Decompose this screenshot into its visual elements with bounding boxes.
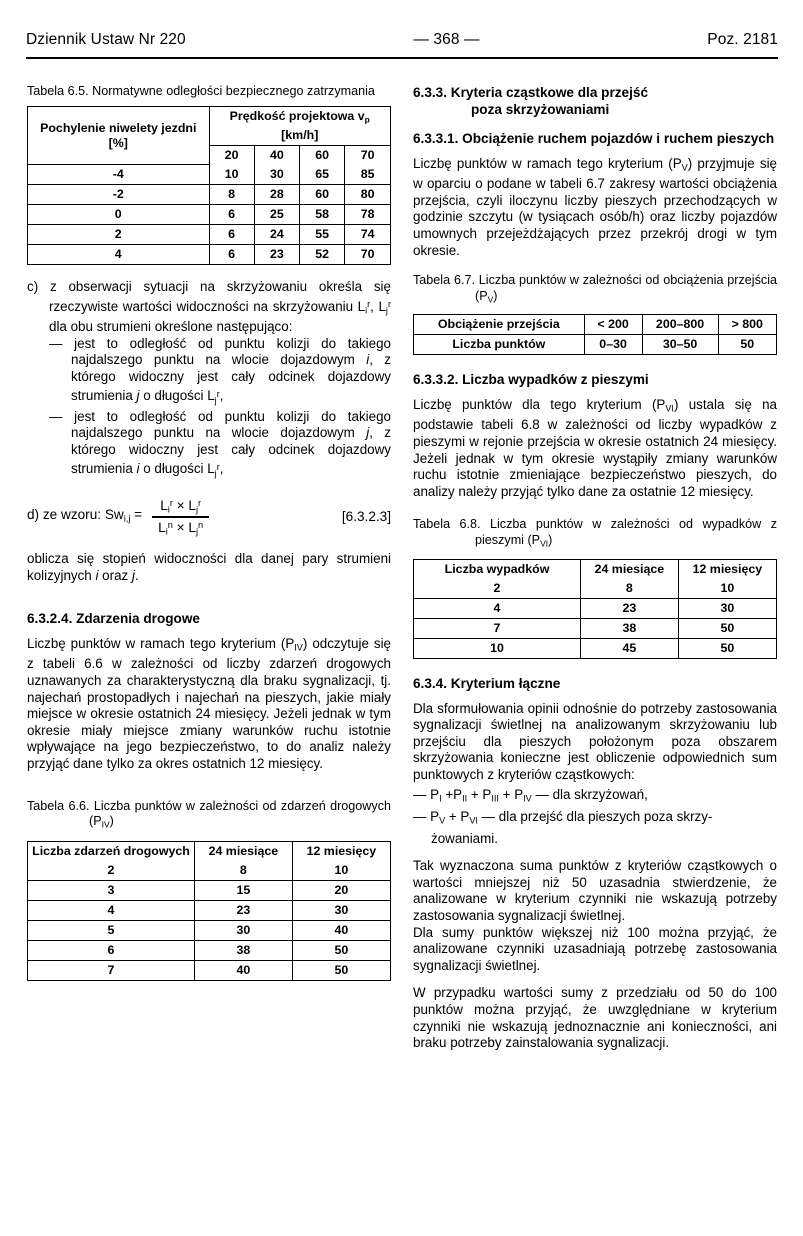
paragraph-after-formula [27, 551, 391, 584]
right-column [413, 84, 777, 1052]
group-header-unit: [km/h] [281, 127, 319, 142]
table-68-cell: 50 [678, 638, 776, 658]
table-68-cell: 7 [414, 618, 581, 638]
heading-633-title-1: Kryteria cząstkowe dla przejść [450, 85, 648, 100]
group-header-sub: p [364, 114, 370, 125]
table-row [414, 598, 776, 618]
table-66-cell: 7 [28, 960, 195, 980]
para-text-2: ) odczytuje się z tabeli 6.6 w zależności od liczby zdarzeń drogowych uznawanych za charakterystyczną dla braku sygnalizacji, tj. najechań prostopadłych i najechań na pieszych, jakie miały miejsce w okresie ostatnich 24 miesięcy. Jeżeli jednak w tym okresie miały miejsce zmiany warunków ruchu istotnie wpływające na jego bezpieczeństwo, to do analiz należy przyjąć dane tylko za okres ostatnich 12 miesięcy. [27, 636, 391, 771]
table-row [28, 245, 390, 265]
table-67-cell: 200–800 [642, 315, 718, 335]
variable-i: i [136, 461, 140, 477]
table-66-cell: 8 [195, 861, 293, 881]
sym-sub: i [365, 305, 368, 316]
para-text-1: Liczbę punktów w ramach tego kryterium (P [27, 636, 295, 652]
formula-lhs: Sw [104, 507, 124, 523]
list-item [49, 409, 391, 482]
table-65-cell: 10 [209, 165, 254, 185]
sym-sup: r [216, 388, 220, 399]
list-marker-d: d) [27, 507, 40, 523]
list-marker-c: c) [27, 279, 39, 295]
symbol-p-sub: V [439, 815, 446, 826]
table-65-cell: 80 [345, 185, 390, 205]
symbol-p: + P [445, 808, 470, 824]
subitem-text-4: , [219, 388, 224, 404]
symbol-p-sub: III [491, 793, 499, 804]
table-65-row-header: Pochylenie niwelety jezdni [%] [28, 107, 209, 164]
table-65-slope-2: 0 [28, 205, 209, 225]
num-l2-sub: j [195, 504, 199, 515]
position-number: Poz. 2181 [707, 31, 778, 48]
heading-6324: 6.3.2.4. Zdarzenia drogowe [27, 611, 200, 627]
subscript-vi: VI [665, 403, 674, 414]
para-text-2: oraz [98, 567, 132, 583]
table-67-cell: 30–50 [642, 335, 718, 355]
paragraph-6332 [413, 397, 777, 500]
group-header-text: Prędkość projektowa v [229, 109, 365, 124]
table-68-cell: 10 [678, 579, 776, 599]
table-65-slope-3: 2 [28, 225, 209, 245]
table-67-cell: < 200 [584, 315, 642, 335]
subscript-iv: IV [294, 642, 303, 653]
table-66-cell: 2 [28, 861, 195, 881]
table-65-cell: 55 [300, 225, 345, 245]
symbol-ljr [386, 299, 391, 314]
table-67-caption [413, 273, 777, 307]
bullet-text: — dla skrzyżowań, [531, 786, 648, 802]
table-row [28, 861, 390, 881]
table-65-speed-3: 70 [345, 145, 390, 165]
para-text-1: Liczbę punktów dla tego kryterium (P [413, 397, 666, 413]
table-67-cell: > 800 [718, 315, 776, 335]
table-66 [28, 842, 390, 980]
table-row [28, 205, 390, 225]
para-text-1: oblicza się stopień widoczności dla danej pary strumieni kolizyjnych [27, 551, 391, 583]
table-66-cell: 6 [28, 940, 195, 960]
formula-6323 [27, 498, 391, 537]
subitem-text-3: o długości L [139, 461, 215, 477]
formula-lhs-sub: i,j [123, 513, 131, 524]
table-65-cell: 52 [300, 245, 345, 265]
table-65-cell: 6 [209, 245, 254, 265]
subitem-text-3: o długości L [139, 388, 215, 404]
table-66-col-2: 12 miesięcy [292, 842, 390, 861]
dash-marker: — [49, 335, 63, 351]
table-68-wrapper [413, 559, 777, 659]
table-68-cell: 30 [678, 598, 776, 618]
table-68-cell: 2 [414, 579, 581, 599]
table-row [414, 579, 776, 599]
paragraph-634-2: Tak wyznaczona suma punktów z kryteriów cząstkowych o wartości mniejszej niż 50 uzasadnia stwierdzenie, że analizowane w kryterium czynniki nie wskazują potrzeby zastosowania sygnalizacji świetlnej. [413, 858, 777, 923]
heading-634: 6.3.4. Kryterium łączne [413, 675, 561, 691]
table-65-cell: 6 [209, 225, 254, 245]
symbol-p-sub: IV [523, 793, 532, 804]
table-row [28, 165, 390, 185]
table-65-cell: 8 [209, 185, 254, 205]
table-65-group-header [209, 107, 390, 145]
caption-text-1: Tabela 6.6. Liczba punktów w zależności od zdarzeń drogowych (P [27, 798, 391, 828]
table-65-cell: 25 [254, 205, 299, 225]
table-67-wrapper [413, 314, 777, 355]
subitem-text-2: , z którego widoczny jest cały odcinek dojazdowy strumienia [71, 352, 392, 404]
table-68-col-1: 24 miesiące [581, 560, 679, 579]
table-65-slope-0: -4 [28, 165, 209, 185]
table-row [28, 880, 390, 900]
table-68-col-2: 12 miesięcy [678, 560, 776, 579]
list-item [413, 808, 777, 848]
table-66-cell: 10 [292, 861, 390, 881]
paragraph-6324 [27, 636, 391, 772]
table-68 [414, 560, 776, 658]
table-row [28, 940, 390, 960]
table-68-cell: 45 [581, 638, 679, 658]
table-row [414, 638, 776, 658]
header-divider [26, 57, 778, 59]
table-68-cell: 38 [581, 618, 679, 638]
symbol-p-sub: II [462, 793, 468, 804]
table-66-col-1: 24 miesiące [195, 842, 293, 861]
table-65-slope-4: 4 [28, 245, 209, 265]
variable-j: j [131, 567, 135, 583]
criteria-sum-list [413, 786, 777, 848]
num-l2: L [188, 497, 196, 513]
num-times: × [176, 497, 185, 513]
heading-6331-title: Obciążenie ruchem pojazdów i ruchem pieszych [462, 131, 775, 146]
symbol-p: + P [467, 786, 492, 802]
table-65-cell: 23 [254, 245, 299, 265]
table-65-cell: 60 [300, 185, 345, 205]
table-66-cell: 15 [195, 880, 293, 900]
left-column [27, 84, 391, 995]
table-65-cell: 70 [345, 245, 390, 265]
list-item [49, 336, 391, 409]
list-item-c-text: z obserwacji sytuacji na skrzyżowaniu określa się rzeczywiste wartości widoczności na skrzyżowaniu L [49, 279, 391, 314]
table-68-caption [413, 517, 777, 551]
table-row [28, 960, 390, 980]
symbol-p-sub: I [439, 793, 442, 804]
table-66-cell: 23 [195, 900, 293, 920]
table-66-cell: 3 [28, 880, 195, 900]
symbol-p: + P [498, 786, 524, 802]
table-65-cell: 78 [345, 205, 390, 225]
subitem-text-4: , [219, 461, 224, 477]
list-item-c-group [27, 279, 391, 335]
variable-i: i [95, 567, 99, 583]
sym-sub: j [214, 395, 217, 406]
table-65-slope-1: -2 [28, 185, 209, 205]
table-66-cell: 20 [292, 880, 390, 900]
dash-marker: — [49, 408, 63, 424]
sym-sup: r [387, 298, 391, 309]
subitem-text-1: jest to odległość od punktu kolizji do takiego najdalszego punktu na wlocie dojazdowym [71, 335, 391, 368]
list-item-c-text-after: dla obu strumieni określone następująco: [49, 319, 293, 335]
caption-subscript: V [487, 293, 494, 304]
table-66-cell: 40 [292, 920, 390, 940]
num-l1-sub: i [167, 504, 170, 515]
table-67-cell: 50 [718, 335, 776, 355]
table-65-wrapper [27, 106, 391, 265]
table-68-cell: 10 [414, 638, 581, 658]
journal-title: Dziennik Ustaw Nr 220 [26, 31, 186, 48]
table-68-cell: 4 [414, 598, 581, 618]
variable-j: j [136, 388, 140, 404]
table-row [414, 618, 776, 638]
table-row [414, 335, 776, 355]
den-l2-sub: j [195, 526, 199, 537]
subitem-text-1: jest to odległość od punktu kolizji do takiego najdalszego punktu na wlocie dojazdowym [71, 408, 391, 441]
table-67-cell: 0–30 [584, 335, 642, 355]
table-65-cell: 85 [345, 165, 390, 185]
bullet-text: — dla przejść dla pieszych poza skrzy- [477, 808, 713, 824]
paragraph-634: Dla sformułowania opinii odnośnie do potrzeby zastosowania sygnalizacji świetlnej na analizowanym skrzyżowaniu lub przejściu dla pieszych położonym poza obszarem skrzyżowania konieczne jest obliczenie odpowiednich sum punktowych z kryteriów cząstkowych: [413, 700, 777, 782]
caption-text-2: ) [548, 532, 553, 547]
formula-fraction [152, 498, 209, 537]
para-text-1: Liczbę punktów w ramach tego kryterium (P [413, 156, 682, 171]
table-65 [28, 107, 390, 264]
formula-lead-text: ze wzoru: [42, 507, 102, 523]
den-times: × [176, 519, 185, 535]
list-item [413, 786, 777, 808]
caption-text-1: Tabela 6.7. Liczba punktów w zależności od obciążenia przejścia (P [413, 273, 777, 303]
table-66-cell: 4 [28, 900, 195, 920]
page-number: — 368 — [413, 31, 480, 48]
variable-j: j [366, 425, 370, 441]
table-68-cell: 23 [581, 598, 679, 618]
table-row [28, 185, 390, 205]
sym-sup: r [367, 298, 371, 309]
equation-number: [6.3.2.3] [341, 509, 391, 525]
den-l1-sub: i [165, 526, 168, 537]
caption-subscript: VI [540, 538, 549, 549]
caption-text-2: ) [493, 288, 498, 303]
table-row [28, 920, 390, 940]
subscript-v: V [681, 162, 688, 173]
table-65-cell: 74 [345, 225, 390, 245]
dash-marker: — [413, 808, 427, 824]
heading-633 [413, 84, 777, 118]
table-67-row-label-1: Liczba punktów [414, 335, 584, 355]
symbol-p-sub: VI [469, 815, 478, 826]
table-66-wrapper [27, 841, 391, 981]
heading-6331-number: 6.3.3.1. [413, 131, 459, 146]
heading-6332: 6.3.3.2. Liczba wypadków z pieszymi [413, 372, 649, 388]
sym-sub: j [385, 305, 388, 316]
table-65-speed-0: 20 [209, 145, 254, 165]
table-65-cell: 24 [254, 225, 299, 245]
num-l1: L [160, 497, 168, 513]
variable-i: i [366, 352, 370, 368]
table-66-cell: 5 [28, 920, 195, 940]
table-row [414, 315, 776, 335]
symbol-p: P [430, 808, 440, 824]
heading-633-title-2: poza skrzyżowaniami [471, 102, 610, 117]
table-66-cell: 40 [195, 960, 293, 980]
table-65-cell: 6 [209, 205, 254, 225]
den-l1: L [158, 519, 166, 535]
num-l2-sup: r [198, 497, 202, 508]
sym-sub: j [214, 468, 217, 479]
table-65-speed-1: 40 [254, 145, 299, 165]
heading-6331 [413, 130, 777, 147]
table-67 [414, 315, 776, 354]
running-head [26, 31, 778, 49]
bullet-text-lastline: żowaniami. [431, 830, 498, 846]
table-66-cell: 50 [292, 940, 390, 960]
table-65-cell: 28 [254, 185, 299, 205]
table-66-col-0: Liczba zdarzeń drogowych [28, 842, 195, 861]
table-66-cell: 50 [292, 960, 390, 980]
table-65-caption: Tabela 6.5. Normatywne odległości bezpiecznego zatrzymania [27, 84, 375, 98]
den-l2-sup: n [198, 519, 204, 530]
list-item-c-subitems [27, 336, 391, 482]
caption-text-2: ) [109, 813, 114, 828]
symbol-p: P [430, 786, 440, 802]
den-l2: L [188, 519, 196, 535]
table-row [28, 107, 390, 145]
heading-633-number: 6.3.3. [413, 85, 448, 100]
para-text-2: ) przyjmuje się w oparciu o podane w tabeli 6.7 zakresy wartości obciążenia przejścia, czyli iloczynu liczby pieszych przechodzących w godzinie szczytu (w tysiącach osób/h) oraz liczby pojazdów umownych przejeżdżających przez przekrój drogi w tym okresie. [413, 156, 777, 258]
caption-subscript: IV [101, 819, 110, 830]
caption-text-1: Tabela 6.8. Liczba punktów w zależności od wypadków z pieszymi (P [413, 517, 777, 547]
formula-numerator [154, 498, 207, 516]
symbol-p: +P [441, 786, 463, 802]
table-68-cell: 50 [678, 618, 776, 638]
subitem-text-2: , z którego widoczny jest cały odcinek dojazdowy strumienia [71, 425, 392, 477]
num-l1-sup: r [169, 497, 173, 508]
table-65-cell: 30 [254, 165, 299, 185]
table-68-cell: 8 [581, 579, 679, 599]
list-item-c-text-mid: , L [370, 298, 386, 314]
para-text-3: . [134, 567, 139, 583]
para-text-2: ) ustala się na podstawie tabeli 6.8 w zależności od liczby wypadków z pieszymi w rejonie przejścia w okresie ostatnich 24 miesięcy. Jeżeli jednak w tym okresie wystąpiły zmiany warunków ruchu istotnie zmieniające bezpieczeństwo pieszych, do analizy należy przyjąć tylko dane za ostatnie 12 miesięcy. [413, 397, 777, 499]
table-67-row-label-0: Obciążenie przejścia [414, 315, 584, 335]
table-66-caption [27, 799, 391, 833]
sym-sup: r [216, 461, 220, 472]
table-row [414, 560, 776, 579]
dash-marker: — [413, 786, 427, 802]
table-row [28, 900, 390, 920]
formula-denominator [152, 518, 209, 537]
table-66-cell: 38 [195, 940, 293, 960]
table-row [28, 842, 390, 861]
formula-equals: = [134, 507, 143, 523]
table-66-cell: 30 [292, 900, 390, 920]
table-66-cell: 30 [195, 920, 293, 940]
paragraph-634-4: W przypadku wartości sumy z przedziału od 50 do 100 punktów można przyjąć, że uwzględniane w kryterium czynniki nie wskazują jednoznacznie ani konieczności, ani braku potrzeby zainstalowania sygnalizacji. [413, 985, 777, 1051]
list-item-c [27, 279, 391, 335]
formula-lead [27, 507, 148, 527]
paragraph-6331 [413, 156, 777, 259]
table-68-col-0: Liczba wypadków [414, 560, 581, 579]
paragraph-634-3: Dla sumy punktów większej niż 100 można przyjąć, że analizowane czynniki uzasadniają potrzebę zastosowania sygnalizacji świetlnej. [413, 924, 777, 973]
table-65-cell: 65 [300, 165, 345, 185]
table-65-cell: 58 [300, 205, 345, 225]
table-row [28, 225, 390, 245]
table-65-speed-2: 60 [300, 145, 345, 165]
den-l1-sup: n [167, 519, 173, 530]
